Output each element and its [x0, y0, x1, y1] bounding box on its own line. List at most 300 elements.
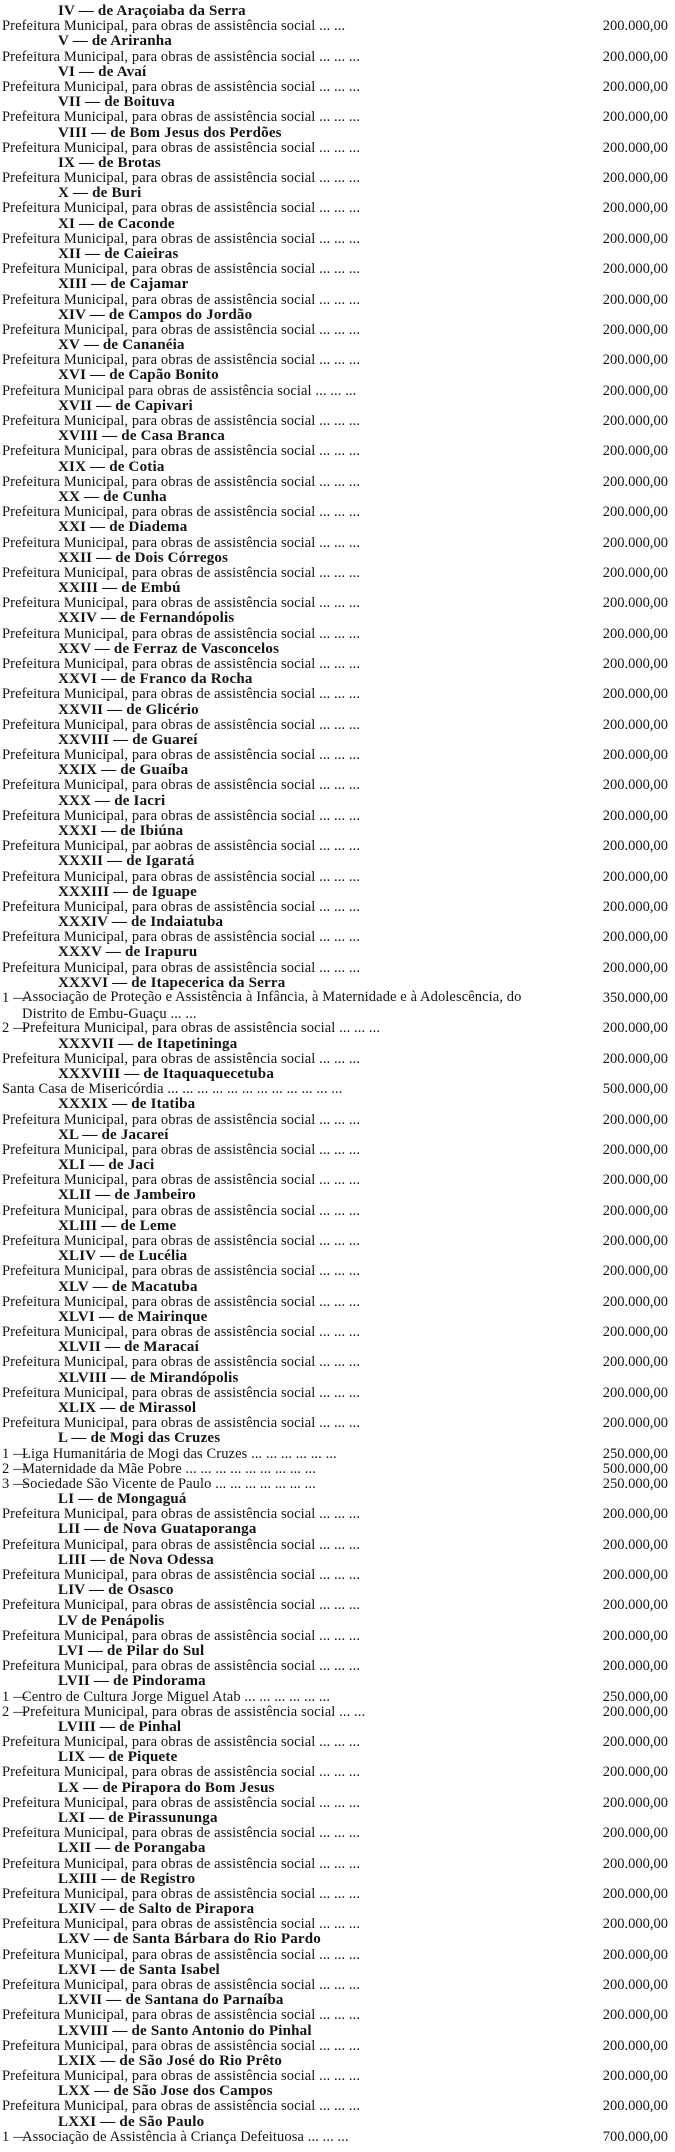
amount-value: 700.000,00	[602, 2128, 668, 2145]
allocation-row	[0, 808, 675, 824]
beneficiary-text: Prefeitura Municipal, para obras de assistência social ... ... ...	[2, 1172, 361, 1189]
beneficiary-text: Prefeitura Municipal, para obras de assistência social ... ... ...	[2, 321, 361, 338]
allocation-row	[0, 777, 675, 793]
amount-value: 200.000,00	[602, 1946, 668, 1963]
section-heading: XXIX — de Guaíba	[58, 762, 189, 779]
beneficiary-text: Associação de Proteção e Assistência à Infância, à Maternidade e à Adolescência, do Distrito de Embu-Guaçu ... ...	[22, 989, 522, 1022]
allocation-row	[0, 1020, 675, 1036]
section-heading: XXIII — de Embú	[58, 580, 181, 596]
allocation-row	[0, 322, 675, 338]
section-heading: XLVI — de Mairinque	[58, 1308, 208, 1325]
beneficiary-text: Prefeitura Municipal, para obras de assistência social ... ... ...	[2, 716, 361, 733]
allocation-row	[0, 1628, 675, 1644]
section-heading-row	[0, 428, 675, 444]
amount-value: 200.000,00	[602, 1111, 668, 1128]
section-heading-row	[0, 1339, 675, 1355]
section-heading-row	[0, 1613, 675, 1629]
section-heading: XLIV — de Lucélia	[58, 1248, 188, 1265]
section-heading: LXVIII — de Santo Antonio do Pinhal	[58, 2022, 312, 2039]
beneficiary-text: Prefeitura Municipal, para obras de assistência social ... ... ...	[2, 200, 361, 217]
allocation-row	[0, 1081, 675, 1097]
section-heading-row	[0, 1810, 675, 1826]
amount-value: 200.000,00	[602, 352, 668, 369]
section-heading-row	[0, 337, 675, 353]
section-heading: LII — de Nova Guataporanga	[58, 1521, 257, 1538]
beneficiary-text: Prefeitura Municipal, para obras de assistência social ... ... ...	[2, 291, 361, 308]
section-heading: LXVII — de Santana do Parnaíba	[58, 1992, 284, 2009]
beneficiary-text: Prefeitura Municipal, para obras de assistência social ... ... ...	[2, 48, 361, 65]
section-heading: XX — de Cunha	[58, 488, 167, 505]
allocation-row	[0, 1203, 675, 1219]
beneficiary-text: Prefeitura Municipal, para obras de assistência social ... ... ...	[2, 1415, 361, 1432]
allocation-row	[0, 989, 675, 1022]
allocation-row	[0, 474, 675, 490]
section-heading: XVI — de Capão Bonito	[58, 367, 219, 384]
allocation-row	[0, 1263, 675, 1279]
amount-value: 200.000,00	[602, 413, 668, 429]
amount-value: 200.000,00	[602, 504, 668, 521]
amount-value: 200.000,00	[602, 777, 668, 794]
section-heading: V — de Ariranha	[58, 33, 172, 50]
section-heading: LXIV — de Salto de Pirapora	[58, 1901, 255, 1917]
amount-value: 200.000,00	[602, 1825, 668, 1842]
beneficiary-text: Prefeitura Municipal, para obras de assistência social ... ... ...	[2, 807, 361, 824]
allocation-row	[0, 686, 675, 702]
section-heading-row	[0, 1248, 675, 1264]
beneficiary-text: Prefeitura Municipal, para obras de assistência social ... ... ...	[2, 1111, 361, 1128]
allocation-row	[0, 869, 675, 885]
amount-value: 200.000,00	[602, 595, 668, 612]
beneficiary-text: Prefeitura Municipal, para obras de assistência social ... ... ...	[2, 1825, 361, 1842]
section-heading-row	[0, 732, 675, 748]
allocation-row	[0, 231, 675, 247]
beneficiary-text: Prefeitura Municipal, para obras de assistência social ... ... ...	[2, 1263, 361, 1280]
section-heading: XLII — de Jambeiro	[58, 1187, 196, 1204]
beneficiary-text: Prefeitura Municipal, para obras de assistência social ... ... ...	[2, 139, 361, 156]
section-heading: XIX — de Cotia	[58, 458, 165, 475]
beneficiary-text: Prefeitura Municipal, para obras de assistência social ... ... ...	[2, 1567, 361, 1583]
section-heading-row	[0, 914, 675, 930]
allocation-row	[0, 1446, 675, 1462]
amount-value: 200.000,00	[602, 1977, 668, 1993]
beneficiary-text: Prefeitura Municipal, para obras de assistência social ... ... ...	[2, 868, 361, 885]
amount-value: 200.000,00	[602, 1703, 668, 1720]
section-heading: XLIX — de Mirassol	[58, 1400, 197, 1416]
beneficiary-text: Prefeitura Municipal, para obras de assistência social ... ... ...	[2, 534, 361, 551]
section-heading: XXII — de Dois Córregos	[58, 549, 229, 566]
beneficiary-text: Prefeitura Municipal, para obras de assistência social ... ... ...	[2, 1597, 361, 1614]
section-heading-row	[0, 185, 675, 201]
section-heading: XXIV — de Fernandópolis	[58, 610, 235, 627]
allocation-row	[0, 18, 675, 34]
section-heading-row	[0, 2083, 675, 2099]
allocation-row	[0, 2129, 675, 2145]
allocation-row	[0, 49, 675, 65]
item-number: 1 —	[2, 1445, 28, 1462]
allocation-row	[0, 1704, 675, 1720]
allocation-row	[0, 1461, 675, 1477]
section-heading-row	[0, 1582, 675, 1598]
section-heading-row	[0, 398, 675, 414]
allocation-row	[0, 747, 675, 763]
beneficiary-text: Prefeitura Municipal, para obras de assistência social ... ... ...	[2, 929, 361, 946]
allocation-row	[0, 1294, 675, 1310]
section-heading-row	[0, 1400, 675, 1416]
allocation-row	[0, 960, 675, 976]
allocation-row	[0, 140, 675, 156]
amount-value: 200.000,00	[602, 382, 668, 399]
beneficiary-text: Prefeitura Municipal, para obras de assistência social ... ... ...	[2, 170, 361, 186]
section-heading: XXV — de Ferraz de Vasconcelos	[58, 640, 280, 657]
allocation-row	[0, 1795, 675, 1811]
beneficiary-text: Prefeitura Municipal, para obras de assistência social ... ... ...	[2, 1354, 361, 1371]
section-heading-row	[0, 519, 675, 535]
amount-value: 200.000,00	[602, 1734, 668, 1750]
amount-value: 200.000,00	[602, 1567, 668, 1583]
item-number: 1 —	[2, 2128, 28, 2145]
amount-value: 200.000,00	[602, 200, 668, 217]
section-heading: LXII — de Porangaba	[58, 1840, 206, 1857]
section-heading: XXXII — de Igaratá	[58, 853, 195, 870]
beneficiary-text: Centro de Cultura Jorge Miguel Atab ... ... ... ... ... ...	[22, 1688, 331, 1705]
allocation-row	[0, 79, 675, 95]
section-heading: LV de Penápolis	[58, 1612, 165, 1629]
section-heading-row	[0, 1521, 675, 1537]
section-heading: XVII — de Capivari	[58, 397, 193, 414]
section-heading-row	[0, 1066, 675, 1082]
amount-value: 200.000,00	[602, 230, 668, 247]
section-heading-row	[0, 1036, 675, 1052]
beneficiary-text: Prefeitura Municipal, para obras de assistência social ... ...	[22, 1703, 366, 1720]
beneficiary-text: Maternidade da Mãe Pobre ... ... ... ... ... ... ... ... ...	[22, 1460, 316, 1477]
amount-value: 200.000,00	[602, 868, 668, 885]
amount-value: 200.000,00	[602, 1232, 668, 1249]
allocation-row	[0, 2068, 675, 2084]
beneficiary-text: Prefeitura Municipal, para obras de assistência social ... ... ...	[2, 564, 361, 581]
allocation-row	[0, 1324, 675, 1340]
beneficiary-text: Santa Casa de Misericórdia ... ... ... ... ... ... ... ... ... ... ... ...	[2, 1081, 343, 1098]
section-heading-row	[0, 1218, 675, 1234]
beneficiary-text: Prefeitura Municipal, para obras de assistência social ... ... ...	[2, 2068, 361, 2085]
amount-value: 250.000,00	[602, 1475, 668, 1492]
section-heading-row	[0, 1491, 675, 1507]
amount-value: 200.000,00	[602, 109, 668, 126]
amount-value: 200.000,00	[602, 1885, 668, 1902]
section-heading: LVII — de Pindorama	[58, 1673, 206, 1690]
section-heading-row	[0, 1719, 675, 1735]
section-heading: VIII — de Bom Jesus dos Perdões	[58, 124, 282, 141]
section-heading-row	[0, 216, 675, 232]
allocation-row	[0, 1233, 675, 1249]
amount-value: 200.000,00	[602, 1855, 668, 1872]
allocation-row	[0, 109, 675, 125]
beneficiary-text: Prefeitura Municipal, para obras de assistência social ... ... ...	[2, 898, 361, 915]
amount-value: 200.000,00	[602, 473, 668, 490]
section-heading-row	[0, 1840, 675, 1856]
item-number: 1 —	[2, 1688, 28, 1705]
section-heading-row	[0, 2023, 675, 2039]
amount-value: 200.000,00	[602, 1916, 668, 1933]
section-heading: LX — de Pirapora do Bom Jesus	[58, 1779, 275, 1796]
beneficiary-text: Prefeitura Municipal, para obras de assistência social ... ... ...	[2, 1324, 361, 1340]
section-heading: LVI — de Pilar do Sul	[58, 1642, 205, 1659]
allocation-row	[0, 1734, 675, 1750]
amount-value: 200.000,00	[602, 1384, 668, 1401]
allocation-row	[0, 1112, 675, 1128]
section-heading-row	[0, 853, 675, 869]
amount-value: 200.000,00	[602, 48, 668, 65]
beneficiary-text: Prefeitura Municipal, para obras de assistência social ... ... ...	[2, 1977, 361, 1993]
allocation-row	[0, 1385, 675, 1401]
section-heading: XIV — de Campos do Jordão	[58, 306, 253, 323]
beneficiary-text: Prefeitura Municipal, para obras de assistência social ... ... ...	[2, 1794, 361, 1811]
section-heading: XLIII — de Leme	[58, 1217, 177, 1234]
section-heading: XXX — de Iacri	[58, 792, 166, 809]
section-heading-row	[0, 1931, 675, 1947]
amount-value: 200.000,00	[602, 1050, 668, 1067]
section-heading: LXIII — de Registro	[58, 1870, 196, 1887]
section-heading: XLI — de Jaci	[58, 1157, 155, 1173]
section-heading: XL — de Jacareí	[58, 1126, 169, 1143]
allocation-row	[0, 2098, 675, 2114]
section-heading: L — de Mogi das Cruzes	[58, 1430, 221, 1447]
allocation-row	[0, 595, 675, 611]
allocation-row	[0, 1916, 675, 1932]
section-heading-row	[0, 307, 675, 323]
amount-value: 200.000,00	[602, 655, 668, 672]
amount-value: 200.000,00	[602, 1263, 668, 1280]
allocation-row	[0, 413, 675, 429]
beneficiary-text: Sociedade São Vicente de Paulo ... ... ... ... ... ... ...	[22, 1475, 316, 1492]
amount-value: 200.000,00	[602, 1020, 668, 1037]
amount-value: 350.000,00	[602, 990, 668, 1006]
section-heading: XXVII — de Glicério	[58, 701, 199, 718]
beneficiary-text: Prefeitura Municipal, para obras de assistência social ... ... ...	[2, 1764, 361, 1781]
beneficiary-text: Prefeitura Municipal, para obras de assistência social ... ... ...	[2, 261, 361, 278]
beneficiary-text: Prefeitura Municipal, para obras de assistência social ... ... ...	[2, 1050, 361, 1067]
section-heading: VII — de Boituva	[58, 94, 175, 111]
beneficiary-text: Prefeitura Municipal, para obras de assistência social ... ... ...	[2, 443, 361, 460]
section-heading: LXVI — de Santa Isabel	[58, 1961, 220, 1978]
section-heading: LIII — de Nova Odessa	[58, 1551, 214, 1568]
allocation-row	[0, 1825, 675, 1841]
beneficiary-text: Prefeitura Municipal, para obras de assistência social ... ... ...	[2, 625, 361, 642]
allocation-row	[0, 535, 675, 551]
beneficiary-text: Prefeitura Municipal, para obras de assistência social ... ... ...	[2, 1536, 361, 1553]
section-heading-row	[0, 610, 675, 626]
section-heading-row	[0, 944, 675, 960]
amount-value: 200.000,00	[602, 1172, 668, 1189]
section-heading-row	[0, 884, 675, 900]
amount-value: 200.000,00	[602, 747, 668, 763]
amount-value: 200.000,00	[602, 2007, 668, 2024]
beneficiary-text: Prefeitura Municipal, para obras de assistência social ... ... ...	[2, 1855, 361, 1872]
beneficiary-text: Prefeitura Municipal, para obras de assistência social ... ... ...	[2, 1734, 361, 1750]
allocation-row	[0, 383, 675, 399]
amount-value: 200.000,00	[602, 1506, 668, 1523]
beneficiary-text: Prefeitura Municipal, para obras de assistência social ... ... ...	[2, 1232, 361, 1249]
section-heading-row	[0, 1749, 675, 1765]
amount-value: 200.000,00	[602, 898, 668, 915]
amount-value: 500.000,00	[602, 1081, 668, 1098]
section-heading: XI — de Caconde	[58, 215, 175, 232]
section-heading: XXXVI — de Itapecerica da Serra	[58, 974, 286, 991]
allocation-row	[0, 261, 675, 277]
section-heading: X — de Buri	[58, 185, 142, 202]
beneficiary-text: Prefeitura Municipal, para obras de assistência social ... ... ...	[22, 1020, 381, 1037]
section-heading-row	[0, 276, 675, 292]
section-heading-row	[0, 155, 675, 171]
amount-value: 250.000,00	[602, 1688, 668, 1705]
beneficiary-text: Prefeitura Municipal, para obras de assistência social ... ... ...	[2, 473, 361, 490]
allocation-row	[0, 170, 675, 186]
section-heading-row	[0, 125, 675, 141]
amount-value: 200.000,00	[602, 1597, 668, 1614]
item-number: 2 —	[2, 1460, 28, 1477]
beneficiary-text: Prefeitura Municipal, para obras de assistência social ... ... ...	[2, 109, 361, 126]
section-heading: XLVII — de Maracaí	[58, 1339, 199, 1356]
section-heading: XXVIII — de Guareí	[58, 731, 198, 748]
amount-value: 200.000,00	[602, 1141, 668, 1158]
amount-value: 200.000,00	[602, 807, 668, 824]
allocation-row	[0, 2007, 675, 2023]
amount-value: 200.000,00	[602, 686, 668, 703]
amount-value: 200.000,00	[602, 2068, 668, 2085]
section-heading: IX — de Brotas	[58, 154, 161, 171]
amount-value: 200.000,00	[602, 170, 668, 186]
section-heading-row	[0, 33, 675, 49]
section-heading-row	[0, 64, 675, 80]
section-heading: LVIII — de Pinhal	[58, 1718, 182, 1735]
amount-value: 200.000,00	[602, 564, 668, 581]
section-heading-row	[0, 1643, 675, 1659]
allocation-row	[0, 443, 675, 459]
amount-value: 200.000,00	[602, 261, 668, 278]
section-heading: LXXI — de São Paulo	[58, 2113, 205, 2130]
beneficiary-text: Prefeitura Municipal, para obras de assistência social ... ... ...	[2, 1384, 361, 1401]
allocation-row	[0, 1354, 675, 1370]
section-heading-row	[0, 2114, 675, 2130]
amount-value: 200.000,00	[602, 1354, 668, 1371]
section-heading-row	[0, 3, 675, 19]
beneficiary-text: Prefeitura Municipal, para obras de assistência social ... ... ...	[2, 777, 361, 794]
beneficiary-text: Prefeitura Municipal, para obras de assistência social ... ... ...	[2, 1506, 361, 1523]
section-heading: XIII — de Cajamar	[58, 276, 189, 293]
section-heading-row	[0, 2053, 675, 2069]
allocation-row	[0, 2038, 675, 2054]
section-heading-row	[0, 823, 675, 839]
allocation-row	[0, 1537, 675, 1553]
amount-value: 200.000,00	[602, 625, 668, 642]
beneficiary-text: Prefeitura Municipal, para obras de assistência social ... ... ...	[2, 655, 361, 672]
beneficiary-text: Prefeitura Municipal, para obras de assistência social ... ... ...	[2, 413, 361, 429]
section-heading-row	[0, 1780, 675, 1796]
beneficiary-text: Prefeitura Municipal, para obras de assistência social ... ... ...	[2, 1202, 361, 1219]
section-heading-row	[0, 793, 675, 809]
amount-value: 250.000,00	[602, 1445, 668, 1462]
allocation-row	[0, 504, 675, 520]
amount-value: 200.000,00	[602, 2037, 668, 2054]
amount-value: 200.000,00	[602, 534, 668, 551]
allocation-row	[0, 656, 675, 672]
amount-value: 200.000,00	[602, 716, 668, 733]
beneficiary-text: Prefeitura Municipal, para obras de assistência social ... ... ...	[2, 230, 361, 247]
beneficiary-text: Prefeitura Municipal, para obras de assistência social ... ... ...	[2, 1916, 361, 1933]
section-heading: XXXIII — de Iguape	[58, 883, 198, 900]
allocation-row	[0, 1977, 675, 1993]
allocation-row	[0, 1689, 675, 1705]
section-heading-row	[0, 367, 675, 383]
amount-value: 200.000,00	[602, 18, 668, 35]
amount-value: 200.000,00	[602, 1324, 668, 1340]
allocation-row	[0, 565, 675, 581]
section-heading-row	[0, 94, 675, 110]
beneficiary-text: Prefeitura Municipal, para obras de assistência social ... ... ...	[2, 352, 361, 369]
section-heading: XXVI — de Franco da Rocha	[58, 671, 253, 688]
allocation-row	[0, 292, 675, 308]
section-heading-row	[0, 1673, 675, 1689]
allocation-row	[0, 1856, 675, 1872]
allocation-row	[0, 352, 675, 368]
beneficiary-text: Prefeitura Municipal, para obras de assistência social ... ...	[2, 18, 346, 35]
beneficiary-text: Prefeitura Municipal para obras de assistência social ... ... ...	[2, 382, 357, 399]
section-heading-row	[0, 702, 675, 718]
section-heading-row	[0, 550, 675, 566]
beneficiary-text: Prefeitura Municipal, para obras de assistência social ... ... ...	[2, 1946, 361, 1963]
section-heading-row	[0, 489, 675, 505]
allocation-row	[0, 838, 675, 854]
allocation-row	[0, 1051, 675, 1067]
allocation-row	[0, 929, 675, 945]
amount-value: 200.000,00	[602, 1764, 668, 1781]
allocation-row	[0, 1886, 675, 1902]
beneficiary-text: Prefeitura Municipal, para obras de assistência social ... ... ...	[2, 686, 361, 703]
section-heading: XXXI — de Ibiúna	[58, 823, 184, 839]
section-heading: LXIX — de São José do Rio Prêto	[58, 2052, 283, 2069]
beneficiary-text: Prefeitura Municipal, para obras de assistência social ... ... ...	[2, 504, 361, 521]
section-heading-row	[0, 1430, 675, 1446]
section-heading-row	[0, 1962, 675, 1978]
section-heading-row	[0, 246, 675, 262]
item-number: 3 —	[2, 1475, 28, 1492]
amount-value: 200.000,00	[602, 929, 668, 946]
amount-value: 200.000,00	[602, 959, 668, 976]
section-heading-row	[0, 1871, 675, 1887]
section-heading: XVIII — de Casa Branca	[58, 428, 225, 445]
section-heading: XXXIX — de Itatiba	[58, 1096, 196, 1113]
amount-value: 200.000,00	[602, 838, 668, 855]
section-heading-row	[0, 1279, 675, 1295]
section-heading: XII — de Caieiras	[58, 246, 179, 262]
section-heading: XXI — de Diadema	[58, 519, 188, 536]
beneficiary-text: Prefeitura Municipal, para obras de assistência social ... ... ...	[2, 1885, 361, 1902]
section-heading-row	[0, 580, 675, 596]
allocation-row	[0, 1506, 675, 1522]
beneficiary-text: Prefeitura Municipal, par aobras de assistência social ... ... ...	[2, 838, 361, 855]
beneficiary-text: Prefeitura Municipal, para obras de assistência social ... ... ...	[2, 747, 361, 763]
section-heading-row	[0, 1992, 675, 2008]
section-heading: LXI — de Pirassununga	[58, 1809, 218, 1826]
beneficiary-text: Prefeitura Municipal, para obras de assistência social ... ... ...	[2, 2098, 361, 2115]
amount-value: 200.000,00	[602, 1627, 668, 1644]
section-heading-row	[0, 1187, 675, 1203]
beneficiary-text: Prefeitura Municipal, para obras de assistência social ... ... ...	[2, 1293, 361, 1310]
section-heading-row	[0, 1901, 675, 1917]
beneficiary-text: Prefeitura Municipal, para obras de assistência social ... ... ...	[2, 595, 361, 612]
allocation-row	[0, 1476, 675, 1492]
allocation-row	[0, 200, 675, 216]
beneficiary-text: Prefeitura Municipal, para obras de assistência social ... ... ...	[2, 1658, 361, 1675]
